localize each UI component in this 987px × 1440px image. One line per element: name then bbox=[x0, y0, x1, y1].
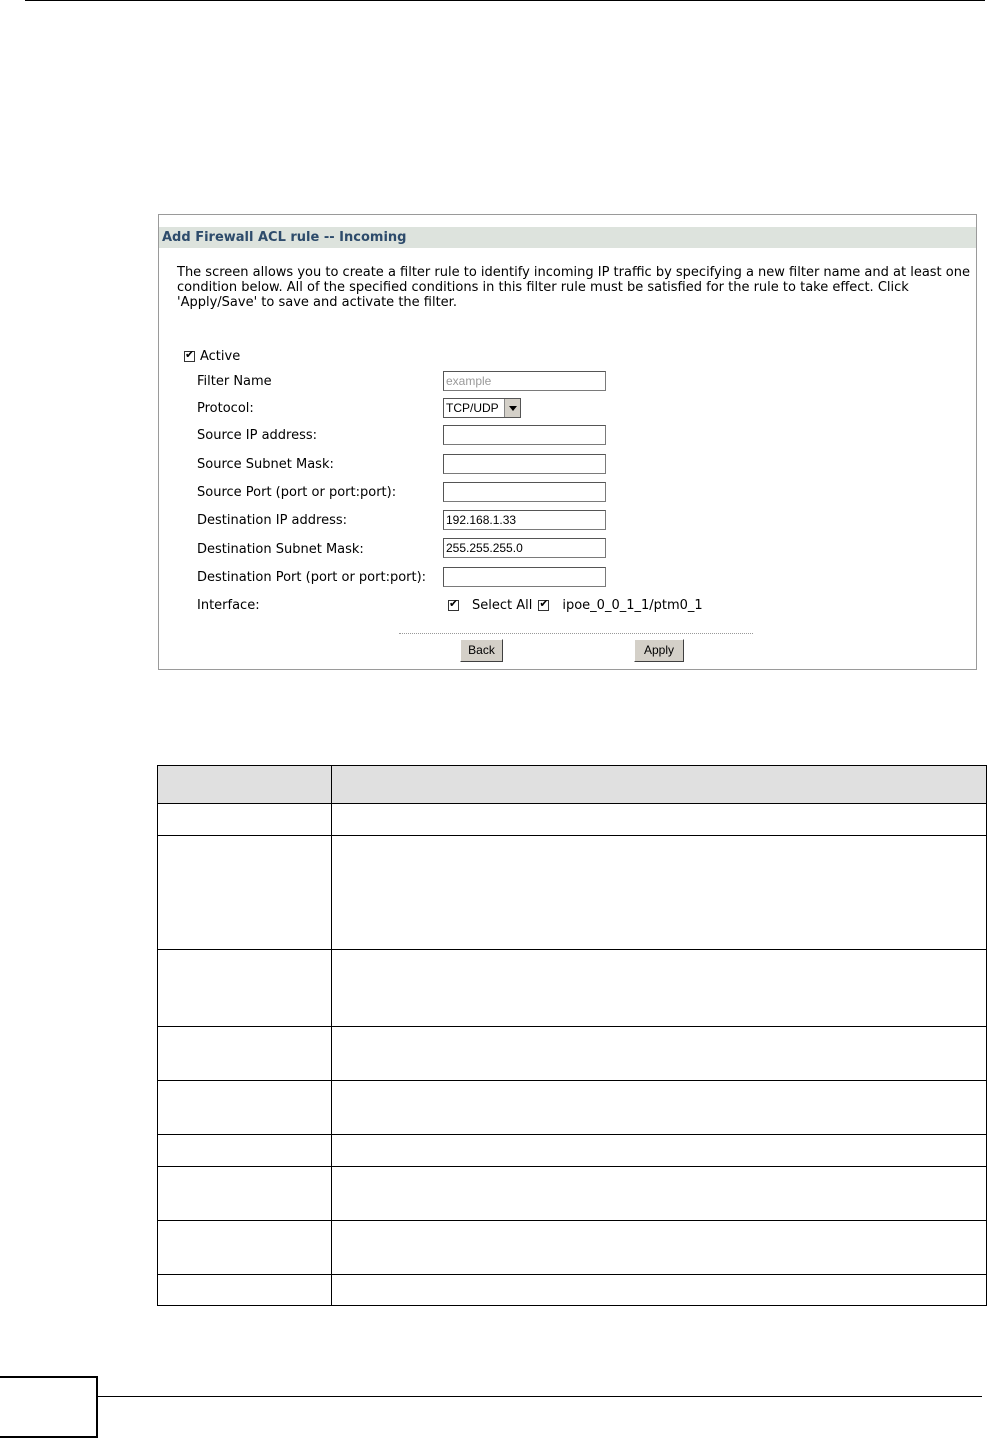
table-cell bbox=[158, 1135, 332, 1167]
table-cell bbox=[158, 1275, 332, 1306]
panel-title: Add Firewall ACL rule -- Incoming bbox=[159, 227, 976, 248]
table-cell bbox=[332, 950, 987, 1027]
table-cell bbox=[158, 766, 332, 804]
table-cell bbox=[158, 1081, 332, 1135]
interface-item-label: ipoe_0_0_1_1/ptm0_1 bbox=[562, 598, 703, 613]
active-row bbox=[184, 349, 240, 364]
table-cell bbox=[332, 1221, 987, 1275]
active-label: Active bbox=[200, 349, 241, 364]
protocol-label: Protocol: bbox=[197, 401, 254, 416]
filter-name-input[interactable]: example bbox=[443, 371, 606, 391]
apply-button[interactable]: Apply bbox=[634, 639, 684, 662]
table-row bbox=[158, 1081, 987, 1135]
table-cell bbox=[158, 1027, 332, 1081]
table-row bbox=[158, 950, 987, 1027]
interface-options bbox=[448, 598, 703, 613]
table-header-row bbox=[158, 766, 987, 804]
table-cell bbox=[332, 1275, 987, 1306]
table-cell bbox=[158, 1221, 332, 1275]
back-button[interactable]: Back bbox=[460, 639, 503, 662]
table-cell bbox=[158, 836, 332, 950]
dest-port-label: Destination Port (port or port:port): bbox=[197, 570, 427, 585]
protocol-select[interactable] bbox=[443, 398, 521, 418]
source-port-input[interactable] bbox=[443, 482, 606, 502]
table-row bbox=[158, 804, 987, 836]
source-ip-label: Source IP address: bbox=[197, 428, 318, 443]
table-cell bbox=[332, 836, 987, 950]
source-ip-input[interactable] bbox=[443, 425, 606, 445]
page-number-box bbox=[0, 1376, 98, 1438]
dest-mask-label: Destination Subnet Mask: bbox=[197, 542, 364, 557]
active-checkbox[interactable] bbox=[184, 351, 195, 362]
dest-ip-label: Destination IP address: bbox=[197, 513, 347, 528]
interface-label: Interface: bbox=[197, 598, 260, 613]
select-all-label: Select All bbox=[472, 598, 533, 613]
footer-rule bbox=[98, 1396, 982, 1397]
table-row bbox=[158, 1275, 987, 1306]
dest-mask-input[interactable]: 255.255.255.0 bbox=[443, 538, 606, 558]
protocol-value: TCP/UDP bbox=[446, 401, 499, 415]
interface-checkbox[interactable] bbox=[538, 600, 549, 611]
description-table bbox=[157, 765, 987, 1306]
table-cell bbox=[332, 1081, 987, 1135]
table-row bbox=[158, 1027, 987, 1081]
table-cell bbox=[332, 804, 987, 836]
source-port-label: Source Port (port or port:port): bbox=[197, 485, 397, 500]
dest-ip-input[interactable]: 192.168.1.33 bbox=[443, 510, 606, 530]
table-row bbox=[158, 1221, 987, 1275]
divider bbox=[399, 633, 753, 634]
source-mask-input[interactable] bbox=[443, 454, 606, 474]
table-cell bbox=[332, 1135, 987, 1167]
select-all-checkbox[interactable] bbox=[448, 600, 459, 611]
table-row bbox=[158, 1167, 987, 1221]
table-cell bbox=[332, 1167, 987, 1221]
panel-description: The screen allows you to create a filter rule to identify incoming IP traffic by specifying a new filter name and at least one condition below. All of the specified conditions in this filter rule must be satisfied for the rule to take effect. Click 'Apply/Save' to save and activate the filter. bbox=[177, 265, 970, 310]
source-mask-label: Source Subnet Mask: bbox=[197, 457, 334, 472]
table-cell bbox=[332, 766, 987, 804]
chevron-down-icon[interactable] bbox=[504, 399, 520, 417]
firewall-rule-panel bbox=[158, 214, 977, 670]
table-row bbox=[158, 836, 987, 950]
table-cell bbox=[158, 1167, 332, 1221]
filter-name-label: Filter Name bbox=[197, 374, 272, 389]
table-row bbox=[158, 1135, 987, 1167]
page-top-rule bbox=[25, 0, 985, 1]
table-cell bbox=[158, 950, 332, 1027]
dest-port-input[interactable] bbox=[443, 567, 606, 587]
table-cell bbox=[158, 804, 332, 836]
table-cell bbox=[332, 1027, 987, 1081]
